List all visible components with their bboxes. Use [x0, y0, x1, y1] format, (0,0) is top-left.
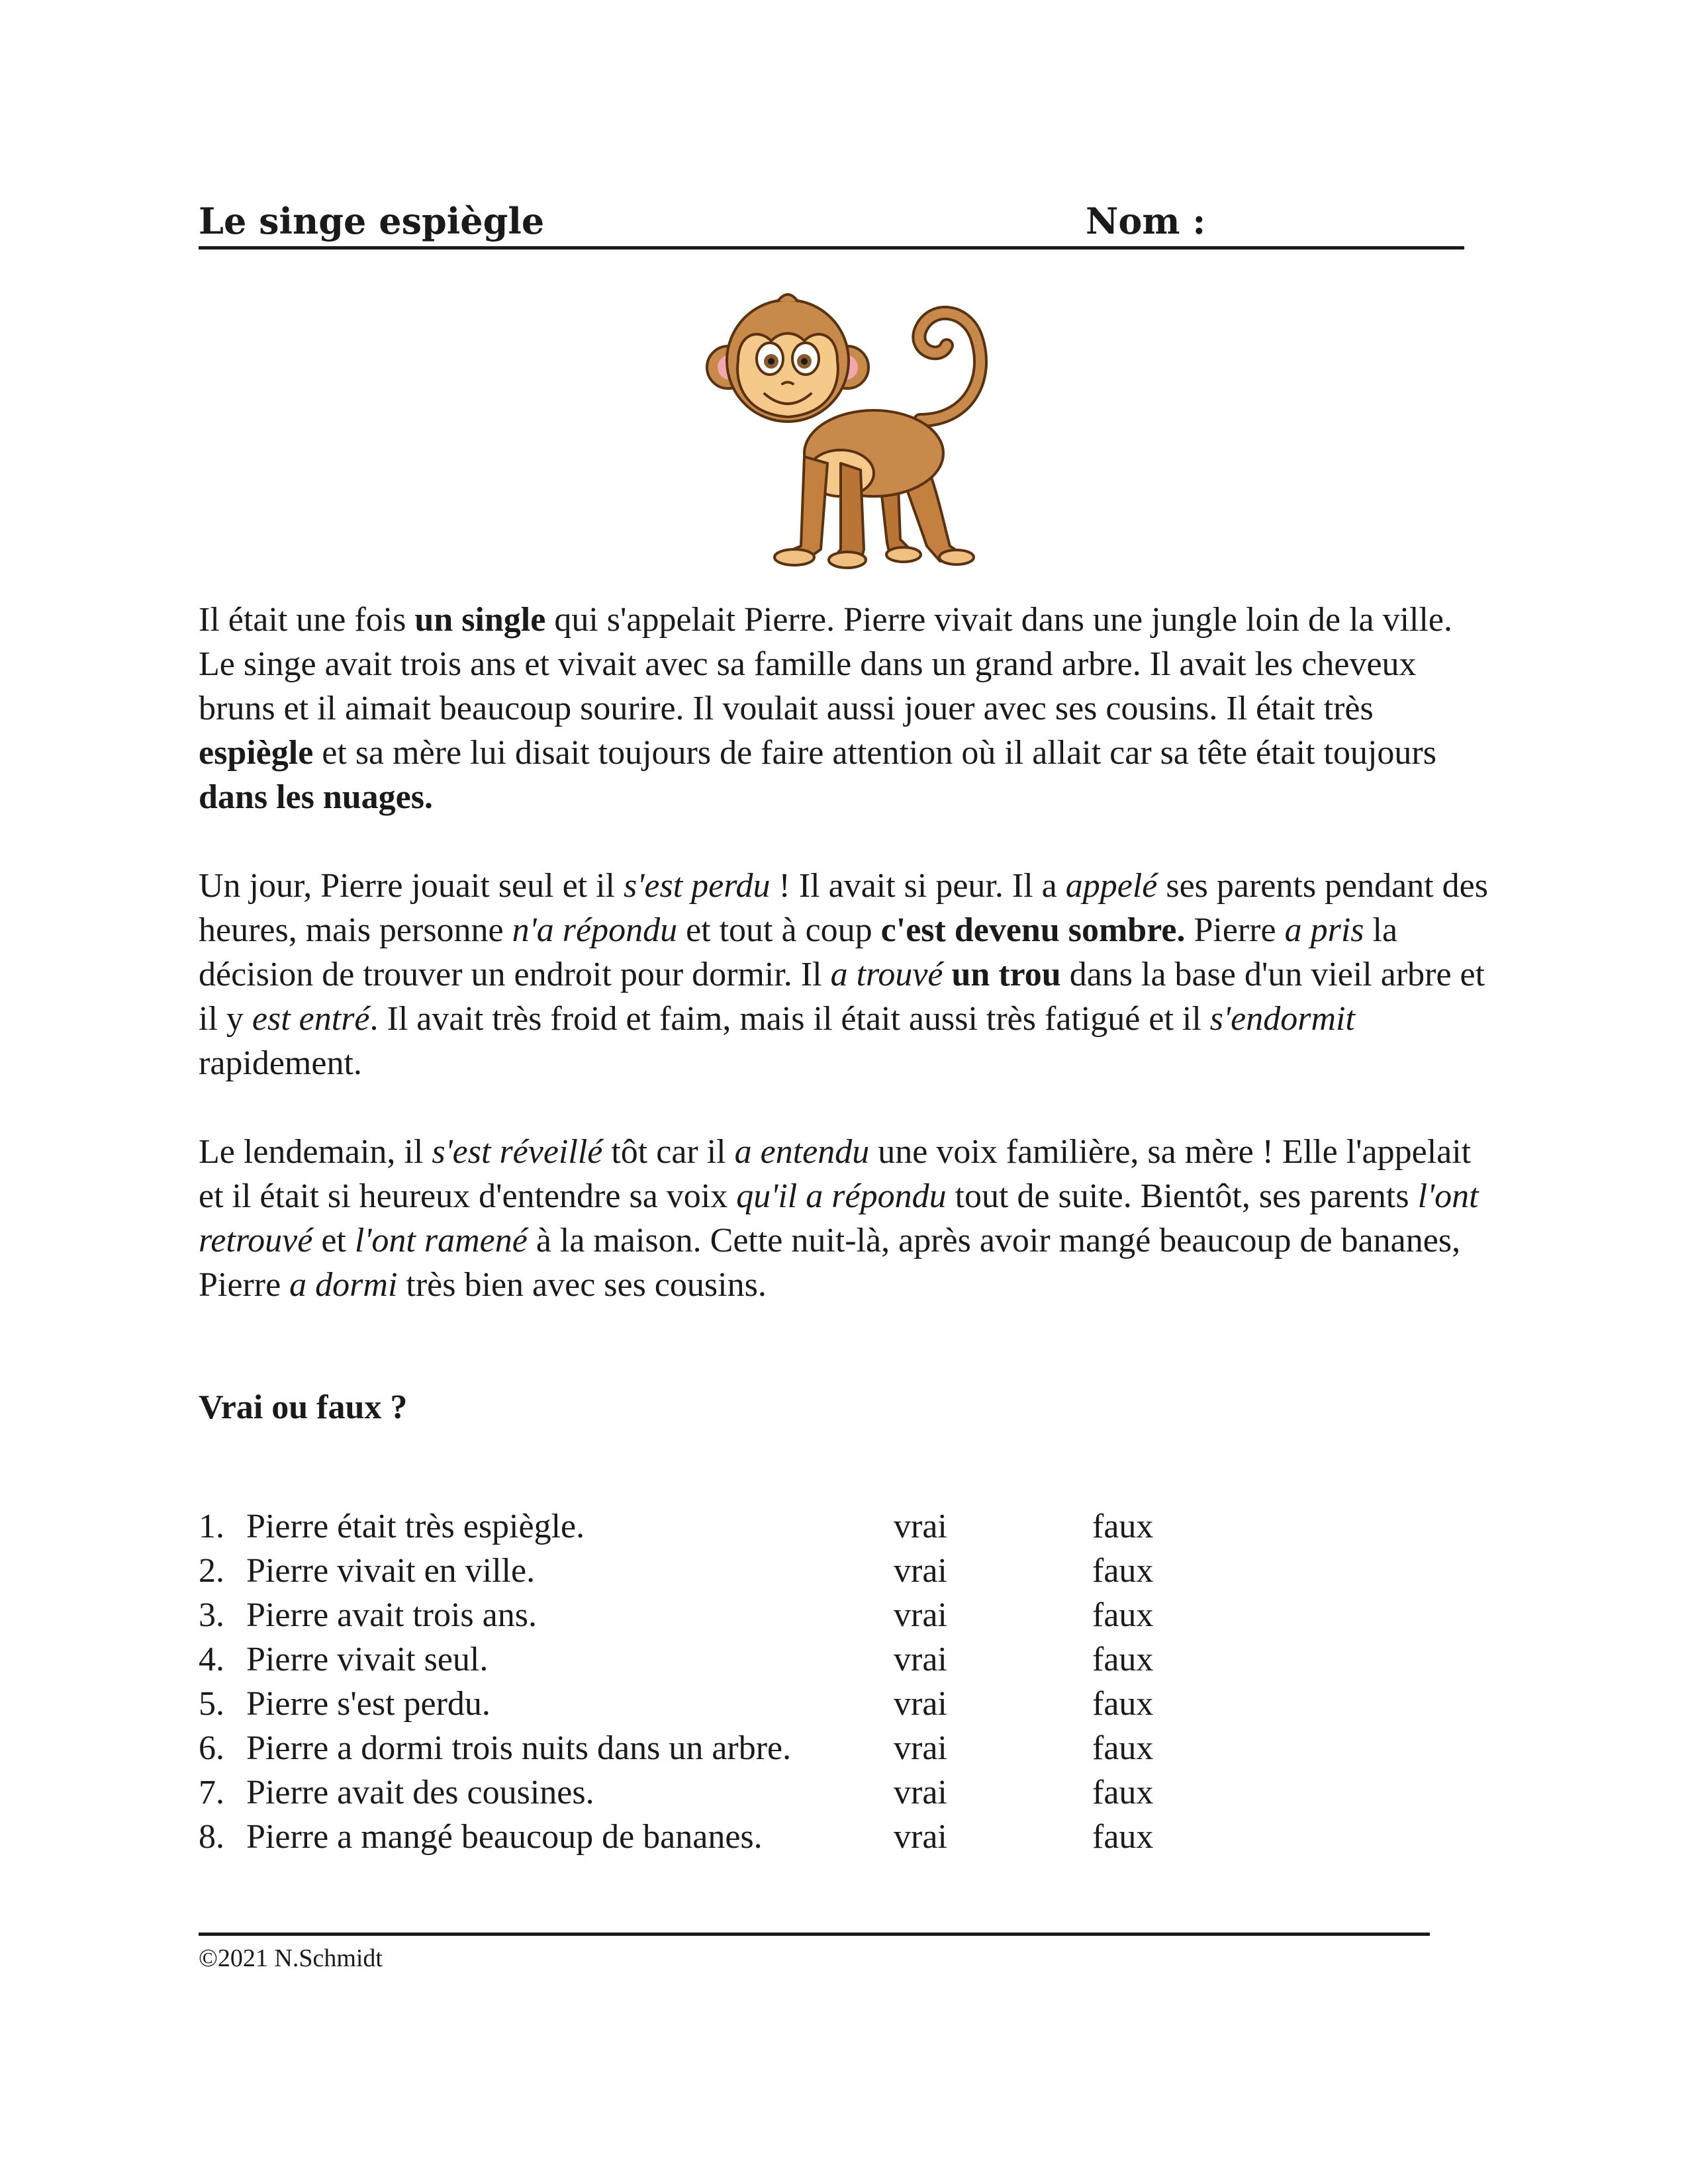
quiz-item-text: Pierre était très espiègle. — [246, 1508, 585, 1545]
vrai-option[interactable]: vrai — [894, 1552, 947, 1590]
quiz-item-number: 7. — [199, 1774, 224, 1811]
vrai-option[interactable]: vrai — [894, 1729, 947, 1767]
quiz-item-text: Pierre vivait seul. — [246, 1641, 489, 1678]
quiz-item-text: Pierre s'est perdu. — [246, 1685, 491, 1723]
quiz-item-6 — [199, 1726, 1258, 1770]
quiz-item-number: 3. — [199, 1596, 224, 1634]
footer-divider — [199, 1933, 1430, 1936]
vrai-option[interactable]: vrai — [894, 1818, 947, 1856]
quiz-item-number: 6. — [199, 1729, 224, 1767]
quiz-list — [199, 1504, 1258, 1859]
quiz-item-8 — [199, 1815, 1258, 1859]
monkey-icon — [698, 285, 1009, 589]
quiz-item-2 — [199, 1549, 1258, 1593]
quiz-item-7 — [199, 1770, 1258, 1815]
story-paragraph-3: Le lendemain, il s'est réveillé tôt car il a entendu une voix familière, sa mère ! Elle l'appelait et il était si heureux d'entendre sa voix qu'il a répondu tout de suite. Bientôt, ses parents l'ont retrouvé et l'ont ramené à la maison. Cette nuit-là, après avoir mangé beaucoup de bananes, Pierre a dormi très bien avec ses cousins. — [199, 1133, 1479, 1304]
story-paragraph-1: Il était une fois un single qui s'appelait Pierre. Pierre vivait dans une jungle loin de la ville. Le singe avait trois ans et vivait avec sa famille dans un grand arbre. Il avait les cheveux bruns et il aimait beaucoup sourire. Il voulait aussi jouer avec ses cousins. Il était très espiègle et sa mère lui disait toujours de faire attention où il allait car sa tête était toujours dans les nuages. — [199, 601, 1453, 816]
page-title: Le singe espiègle — [199, 200, 545, 242]
quiz-item-number: 2. — [199, 1552, 224, 1590]
worksheet-header — [199, 196, 1464, 250]
quiz-item-5 — [199, 1682, 1258, 1726]
quiz-item-number: 4. — [199, 1641, 224, 1678]
story-paragraph-2: Un jour, Pierre jouait seul et il s'est perdu ! Il avait si peur. Il a appelé ses parents pendant des heures, mais personne n'a répondu et tout à coup c'est devenu sombre. Pierre a pris la décision de trouver un endroit pour dormir. Il a trouvé un trou dans la base d'un vieil arbre et il y est entré. Il avait très froid et faim, mais il était aussi très fatigué et il s'endormit rapidement. — [199, 867, 1488, 1082]
quiz-item-text: Pierre a mangé beaucoup de bananes. — [246, 1818, 763, 1856]
quiz-item-3 — [199, 1593, 1258, 1637]
quiz-item-number: 5. — [199, 1685, 224, 1723]
faux-option[interactable]: faux — [1092, 1508, 1154, 1545]
vrai-option[interactable]: vrai — [894, 1596, 947, 1634]
name-label: Nom : — [1086, 200, 1206, 242]
quiz-item-number: 1. — [199, 1508, 224, 1545]
faux-option[interactable]: faux — [1092, 1641, 1154, 1678]
quiz-item-number: 8. — [199, 1818, 224, 1856]
faux-option[interactable]: faux — [1092, 1729, 1154, 1767]
quiz-item-4 — [199, 1637, 1258, 1682]
quiz-item-text: Pierre avait trois ans. — [246, 1596, 537, 1634]
quiz-item-1 — [199, 1504, 1258, 1549]
story-text — [199, 598, 1496, 1351]
vrai-option[interactable]: vrai — [894, 1685, 947, 1723]
quiz-item-text: Pierre avait des cousines. — [246, 1774, 594, 1811]
copyright-notice: ©2021 N.Schmidt — [199, 1944, 383, 1972]
faux-option[interactable]: faux — [1092, 1818, 1154, 1856]
vrai-option[interactable]: vrai — [894, 1774, 947, 1811]
faux-option[interactable]: faux — [1092, 1774, 1154, 1811]
vrai-option[interactable]: vrai — [894, 1641, 947, 1678]
vrai-option[interactable]: vrai — [894, 1508, 947, 1545]
faux-option[interactable]: faux — [1092, 1685, 1154, 1723]
quiz-title: Vrai ou faux ? — [199, 1388, 408, 1426]
faux-option[interactable]: faux — [1092, 1552, 1154, 1590]
quiz-item-text: Pierre vivait en ville. — [246, 1552, 536, 1590]
quiz-item-text: Pierre a dormi trois nuits dans un arbre. — [246, 1729, 792, 1767]
faux-option[interactable]: faux — [1092, 1596, 1154, 1634]
